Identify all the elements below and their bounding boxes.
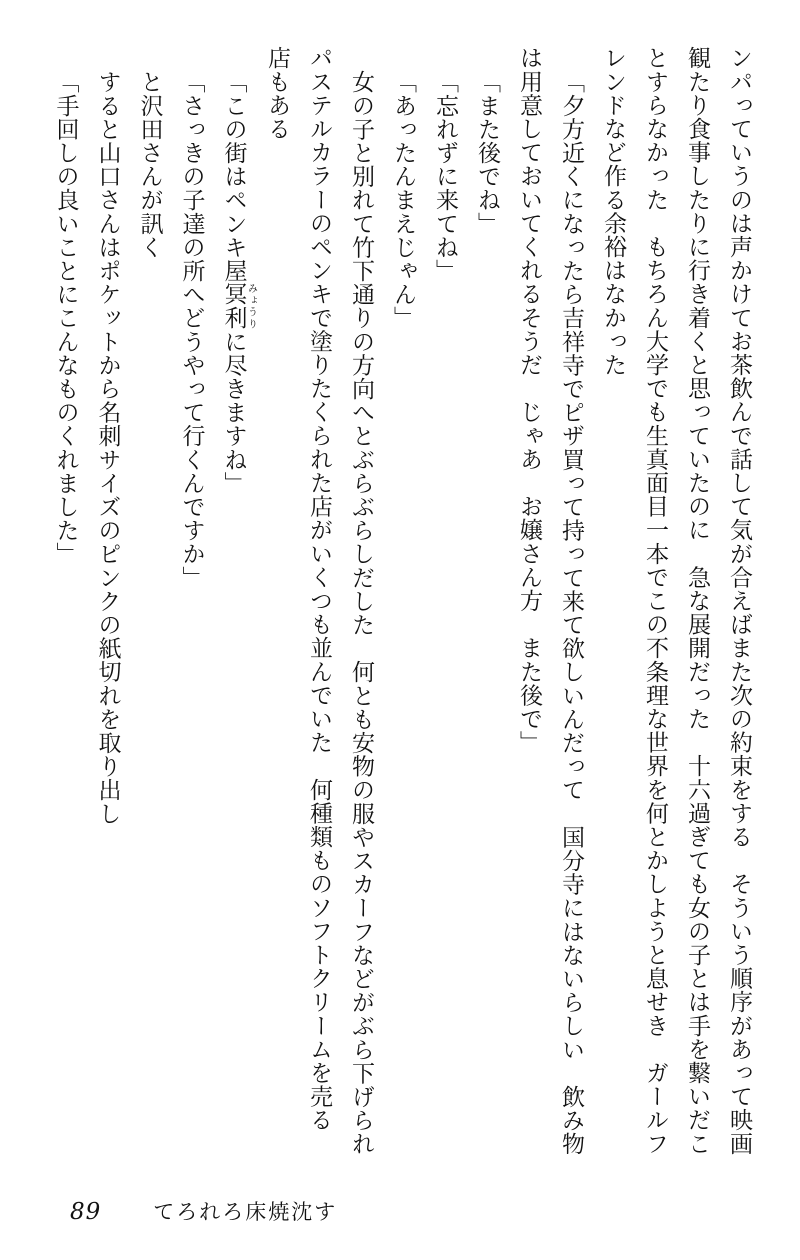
text-line: 「あったんまえじゃん」: [391, 70, 416, 330]
text-line: 「さっきの子達の所へどうやって行くんですか」: [179, 70, 205, 590]
text-line: ンパっていうのは声かけてお茶飲んで話して気が合えばまた次の約束をする そういう順序があって映画: [727, 46, 752, 1156]
text-line: パステルカラーのペンキで塗りたくられた店がいくつも並んでいた 何種類ものソフトクリームを売る: [307, 46, 332, 1132]
text-line: 「手回しの良いことにこんなものくれました」: [53, 70, 79, 566]
page-number: 89: [70, 1199, 102, 1225]
text-line: 「忘れずに来てね」: [433, 70, 458, 283]
text-line: 「また後でね」: [475, 70, 500, 236]
text-line: と沢田さんが訊く: [137, 70, 163, 259]
body-text: [45, 46, 761, 1168]
running-title: てろれろ床焼沈す: [153, 1200, 338, 1224]
text-line: 店もある: [265, 46, 290, 141]
text-line: とすらなかった もちろん大学でも生真面目一本でこの不条理な世界を何とかしようと息せき ガールフ: [643, 46, 668, 1156]
text-line: は用意しておいてくれるそうだ じゃあ お嬢さん方 また後で」: [517, 46, 542, 754]
text-line: レンドなど作る余裕はなかった: [601, 46, 626, 377]
furigana-ruby: 冥利 みょうり: [221, 282, 257, 330]
text-line: 観たり食事したりに行き着くと思っていたのに 急な展開だった 十六過ぎても女の子とは手を繋いだこ: [685, 46, 710, 1156]
text-line: すると山口さんはポケットから名刺サイズのピンクの紙切れを取り出し: [95, 70, 121, 826]
page-footer: [70, 1196, 337, 1226]
text-line: 女の子と別れて竹下通りの方向へとぶらぶらしだした 何とも安物の服やスカーフなどがぶら下げられ: [349, 70, 374, 1156]
text-line: 「夕方近くになったら吉祥寺でピザ買って持って来て欲しいんだって 国分寺にはないらしい 飲み物: [559, 70, 584, 1156]
text-line: 「この街はペンキ屋冥利 みょうりに尽きますね」: [221, 70, 257, 495]
